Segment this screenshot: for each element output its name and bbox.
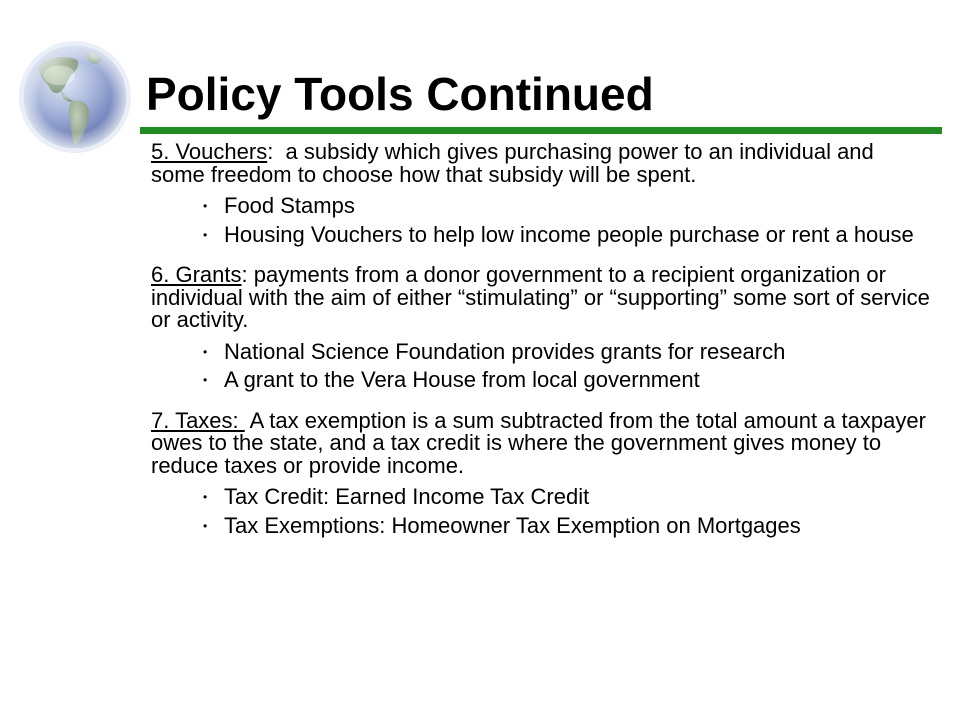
bullet-text: National Science Foundation provides grants for research bbox=[224, 338, 786, 364]
bullet-item bbox=[151, 369, 931, 392]
bullet-item bbox=[151, 486, 931, 509]
bullet-item bbox=[151, 338, 931, 364]
bullet-dot-icon: • bbox=[203, 373, 208, 387]
bullet-text: A grant to the Vera House from local government bbox=[224, 367, 700, 392]
section-term: 5. Vouchers bbox=[151, 139, 268, 164]
section-separator: : bbox=[267, 139, 274, 164]
section-paragraph bbox=[151, 262, 936, 332]
bullet-list bbox=[151, 486, 931, 537]
bullet-item bbox=[151, 221, 931, 247]
section-separator: : bbox=[241, 262, 248, 287]
bullet-text: Housing Vouchers to help low income people purchase or rent a house bbox=[224, 221, 914, 247]
slide-body bbox=[151, 139, 936, 538]
section-vouchers bbox=[151, 141, 931, 246]
section-term: 7. Taxes: bbox=[151, 407, 245, 433]
bullet-dot-icon: • bbox=[203, 490, 208, 504]
section-definition: payments from a donor government to a recipient organization or individual with the aim of either “stimulating” or “supporting” some sort of service or activity. bbox=[151, 262, 936, 332]
section-taxes bbox=[151, 407, 933, 538]
section-paragraph bbox=[151, 407, 933, 478]
bullet-item bbox=[151, 512, 931, 538]
section-term: 6. Grants bbox=[151, 262, 242, 287]
section-definition: a subsidy which gives purchasing power to an individual and some freedom to choose how that subsidy will be spent. bbox=[151, 139, 880, 187]
section-paragraph bbox=[151, 141, 931, 186]
section-definition: A tax exemption is a sum subtracted from the total amount a taxpayer owes to the state, and a tax credit is where the government gives money to reduce taxes or provide income. bbox=[151, 407, 933, 478]
section-grants bbox=[151, 262, 936, 392]
bullet-list bbox=[151, 338, 931, 392]
bullet-text: Food Stamps bbox=[224, 193, 355, 218]
title-underline bbox=[140, 127, 942, 134]
globe-icon bbox=[16, 38, 134, 156]
bullet-dot-icon: • bbox=[203, 227, 208, 242]
bullet-dot-icon: • bbox=[203, 518, 208, 533]
bullet-dot-icon: • bbox=[203, 344, 208, 359]
page-title: Policy Tools Continued bbox=[146, 68, 654, 120]
bullet-text: Tax Exemptions: Homeowner Tax Exemption on Mortgages bbox=[224, 512, 801, 538]
bullet-dot-icon: • bbox=[203, 199, 208, 213]
bullet-item bbox=[151, 195, 931, 218]
bullet-list bbox=[151, 195, 931, 246]
bullet-text: Tax Credit: Earned Income Tax Credit bbox=[224, 484, 590, 509]
